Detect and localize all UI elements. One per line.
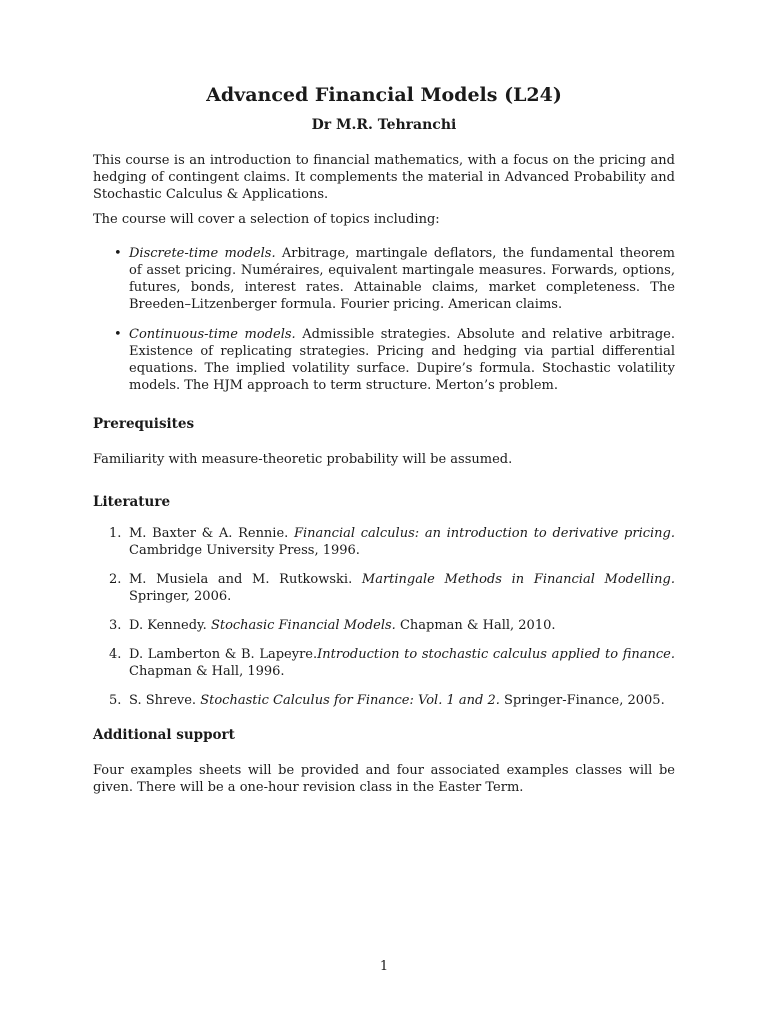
literature-title: Stochasic Financial Models. bbox=[210, 618, 396, 633]
literature-item bbox=[93, 692, 675, 709]
literature-publisher: Cambridge University Press, 1996. bbox=[129, 543, 360, 558]
topic-heading: Continuous-time models. bbox=[129, 327, 296, 342]
literature-authors: S. Shreve. bbox=[129, 693, 201, 708]
topic-item bbox=[93, 245, 675, 313]
support-heading: Additional support bbox=[93, 727, 235, 743]
literature-list bbox=[93, 525, 675, 709]
topics-intro-block bbox=[93, 211, 675, 228]
topic-text: Admissible strategies. Absolute and relative arbitrage. Existence of replicating strategies. Pricing and hedging via partial differential equations. The implied volatility surface. Dupire’s formula. Stochastic volatility models. The HJM approach to term structure. Merton’s problem. bbox=[129, 327, 675, 393]
literature-authors: D. Kennedy. bbox=[129, 618, 211, 633]
literature-number: 5. bbox=[109, 693, 122, 708]
bullet-icon: • bbox=[114, 246, 122, 261]
literature-number: 1. bbox=[109, 526, 122, 541]
literature-publisher: Springer-Finance, 2005. bbox=[499, 693, 665, 708]
support-block bbox=[93, 762, 675, 796]
prerequisites-text: Familiarity with measure-theoretic probability will be assumed. bbox=[93, 452, 513, 467]
topic-item bbox=[93, 326, 675, 394]
literature-title: Introduction to stochastic calculus applied to finance. bbox=[317, 647, 675, 662]
literature-item bbox=[93, 571, 675, 605]
literature-item bbox=[93, 525, 675, 559]
bullet-icon: • bbox=[114, 327, 122, 342]
literature-authors: M. Musiela and M. Rutkowski. bbox=[129, 572, 362, 587]
literature-number: 3. bbox=[109, 618, 122, 633]
literature-item bbox=[93, 617, 675, 634]
topics-intro-paragraph: The course will cover a selection of topics including: bbox=[93, 212, 440, 227]
literature-item bbox=[93, 646, 675, 680]
literature-publisher: Springer, 2006. bbox=[129, 589, 232, 604]
topic-heading: Discrete-time models. bbox=[129, 246, 276, 261]
course-title: Advanced Financial Models (L24) bbox=[206, 84, 562, 106]
topic-text: Arbitrage, martingale deflators, the fundamental theorem of asset pricing. Numéraires, equivalent martingale measures. Forwards, options, futures, bonds, interest rates. Attainable claims, market completeness. The Breeden–Litzenberger formula. Fourier pricing. American claims. bbox=[129, 246, 675, 312]
literature-heading: Literature bbox=[93, 494, 171, 510]
literature-title: Stochastic Calculus for Finance: Vol. 1 and 2. bbox=[200, 693, 500, 708]
literature-title: Martingale Methods in Financial Modelling. bbox=[361, 572, 675, 587]
literature-authors: M. Baxter & A. Rennie. bbox=[129, 526, 294, 541]
page-number: 1 bbox=[379, 959, 389, 974]
support-text: Four examples sheets will be provided and four associated examples classes will be given. There will be a one-hour revision class in the Easter Term. bbox=[93, 763, 675, 795]
literature-title: Financial calculus: an introduction to derivative pricing. bbox=[294, 526, 675, 541]
intro-paragraph: This course is an introduction to financial mathematics, with a focus on the pricing and hedging of contingent claims. It complements the material in Advanced Probability and Stochastic Calculus & Applications. bbox=[93, 153, 675, 202]
intro-block bbox=[93, 152, 675, 203]
literature-authors: D. Lamberton & B. Lapeyre. bbox=[129, 647, 318, 662]
prerequisites-block bbox=[93, 451, 675, 468]
prerequisites-heading: Prerequisites bbox=[93, 416, 195, 432]
literature-number: 4. bbox=[109, 647, 122, 662]
literature-publisher: Chapman & Hall, 1996. bbox=[129, 664, 285, 679]
literature-number: 2. bbox=[109, 572, 122, 587]
topics-list bbox=[93, 245, 675, 394]
course-author: Dr M.R. Tehranchi bbox=[311, 117, 457, 133]
literature-publisher: Chapman & Hall, 2010. bbox=[395, 618, 556, 633]
